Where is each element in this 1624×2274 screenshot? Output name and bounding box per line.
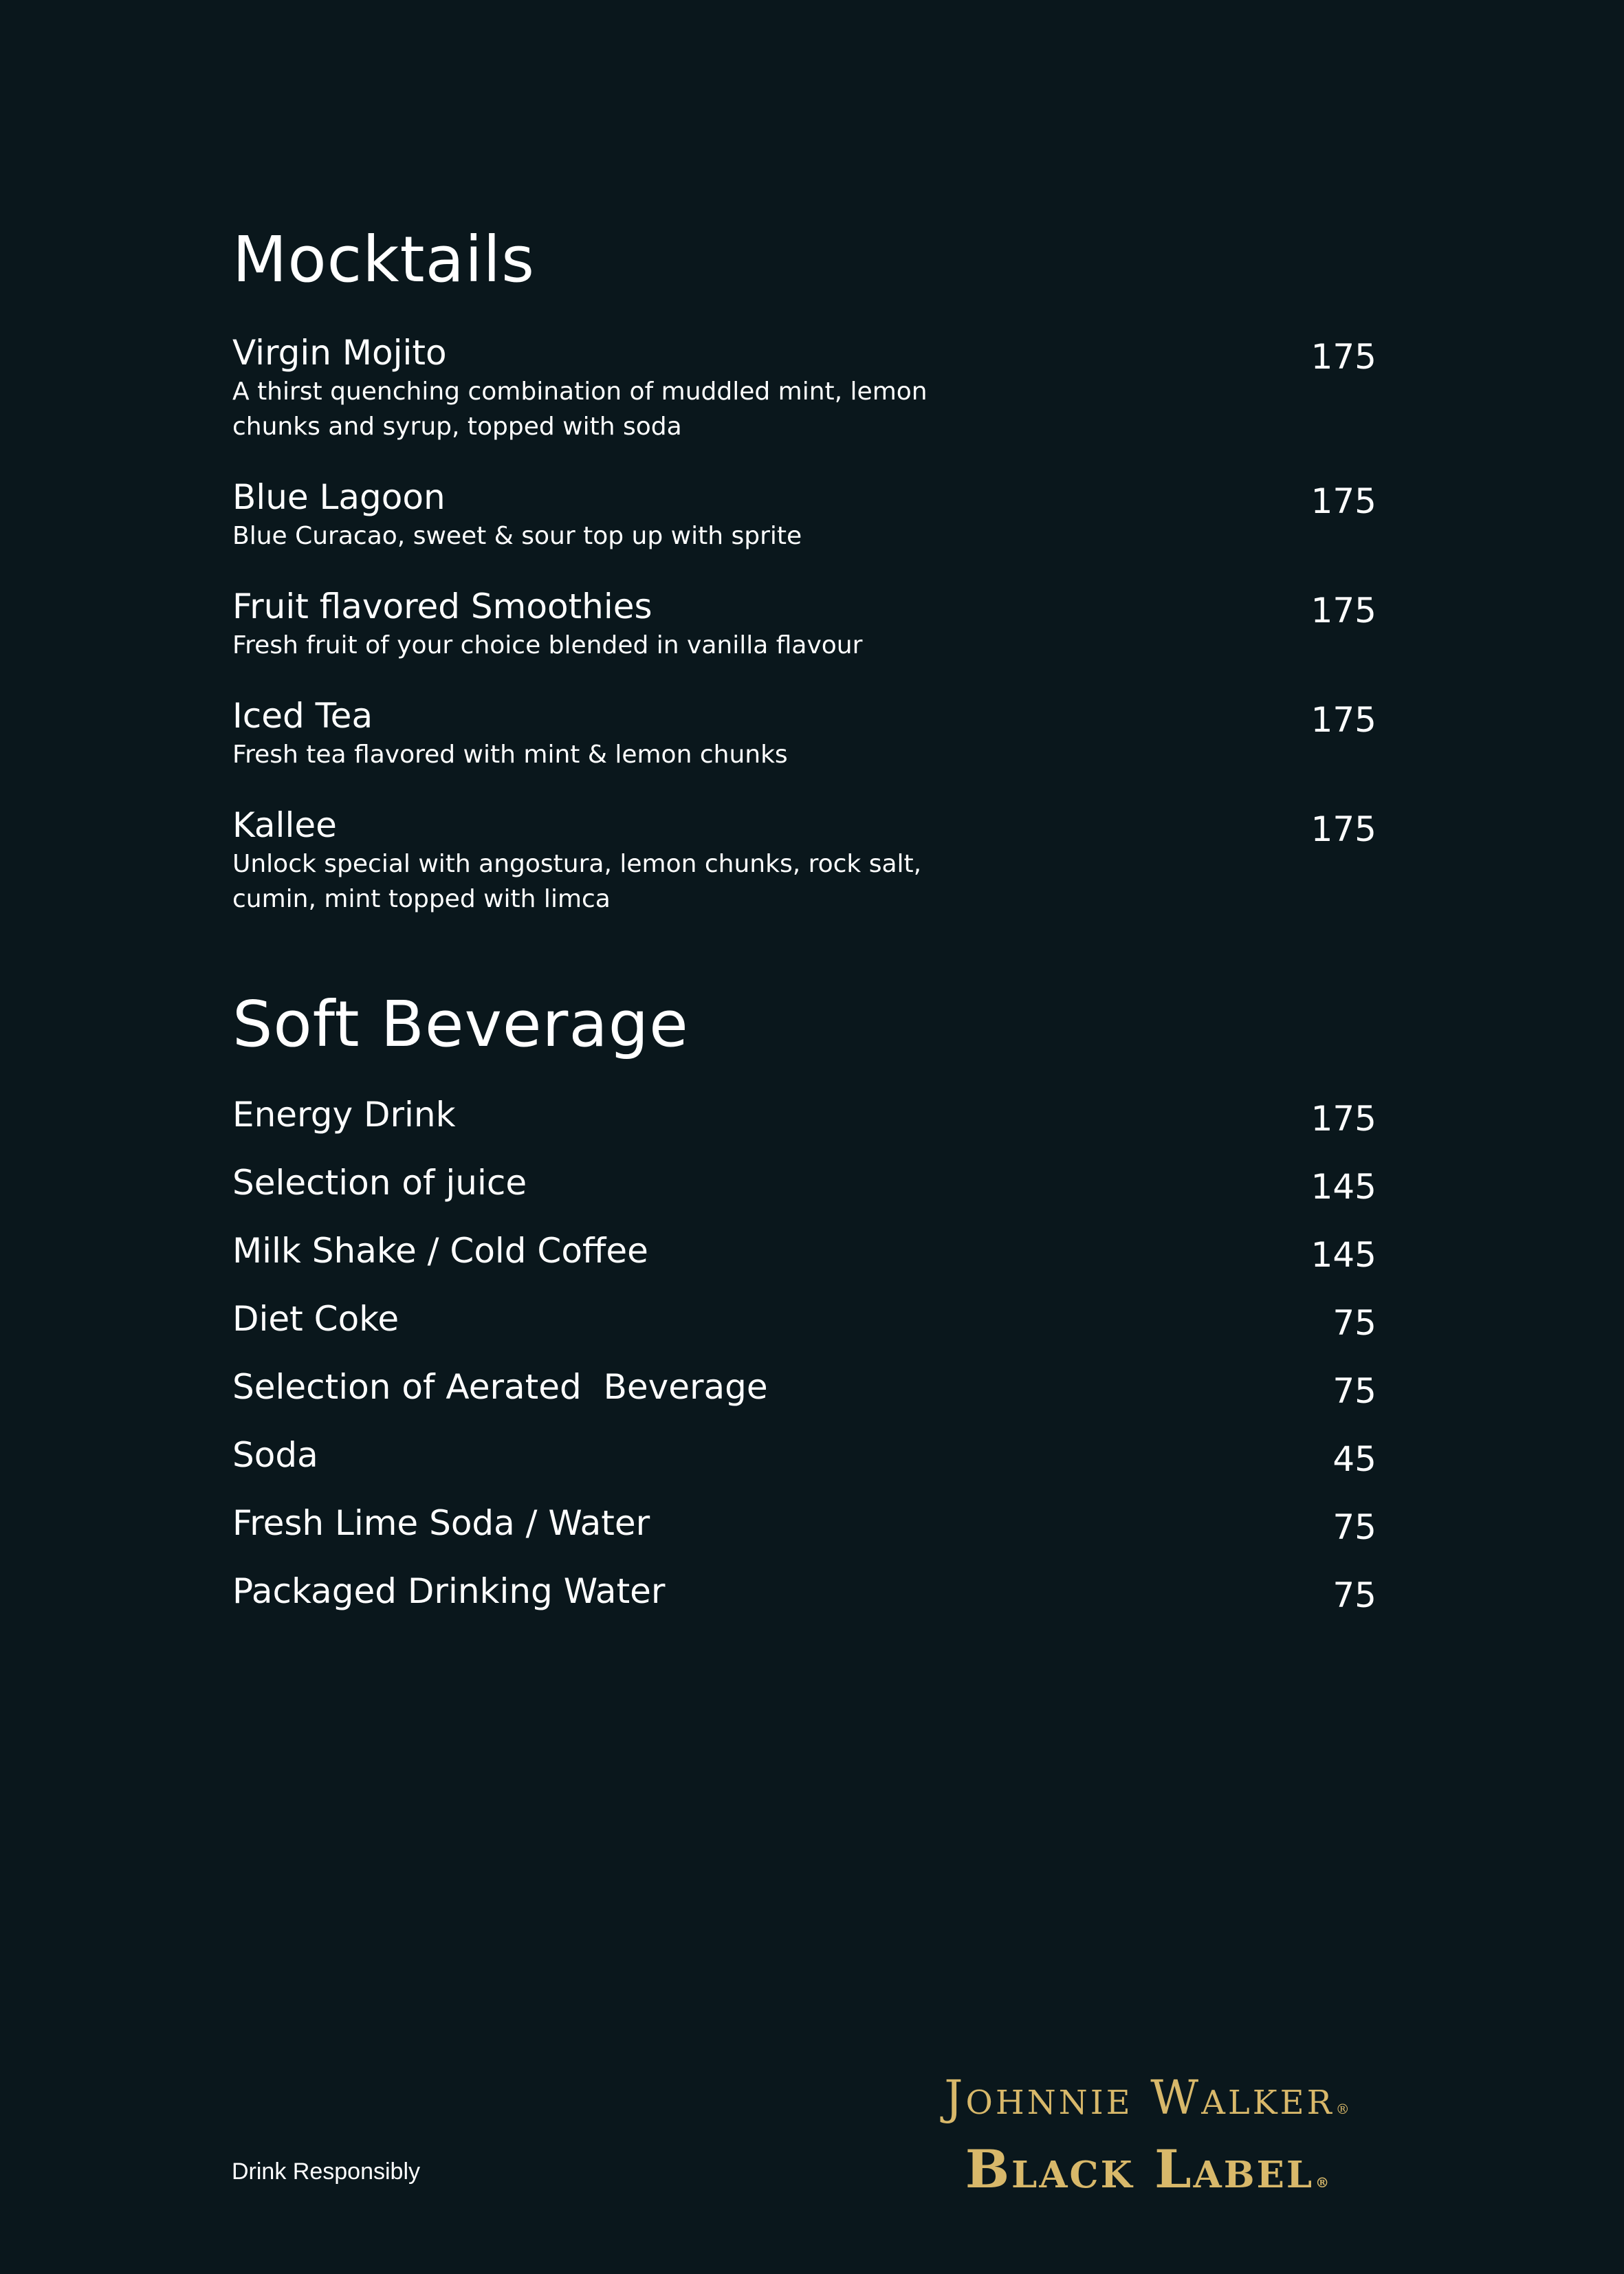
item-name: Energy Drink <box>232 1095 456 1135</box>
item-name: Iced Tea <box>232 696 373 736</box>
item-name: Soda <box>232 1435 318 1475</box>
item-price: 175 <box>1310 591 1376 631</box>
soft-beverage-section <box>232 983 1376 1639</box>
registered-mark: ® <box>1335 2101 1352 2117</box>
item-price: 175 <box>1310 1099 1376 1139</box>
item-price: 175 <box>1310 809 1376 849</box>
menu-item <box>232 1163 1376 1207</box>
menu-item <box>232 1095 1376 1139</box>
registered-mark: ® <box>1315 2174 1332 2191</box>
item-name: Blue Lagoon <box>232 477 446 517</box>
item-description: Unlock special with angostura, lemon chunks, rock salt, cumin, mint topped with limca <box>232 850 922 913</box>
menu-item <box>232 477 1376 554</box>
item-name: Fruit flavored Smoothies <box>232 587 652 626</box>
item-price: 75 <box>1332 1303 1376 1343</box>
item-price: 145 <box>1310 1167 1376 1207</box>
item-name: Fresh Lime Soda / Water <box>232 1503 650 1543</box>
item-name: Selection of Aerated Beverage <box>232 1367 768 1407</box>
menu-item <box>232 1231 1376 1275</box>
mocktails-title: Mocktails <box>232 223 536 296</box>
johnnie-walker-logo <box>894 2070 1403 2207</box>
menu-item <box>232 587 1376 663</box>
menu-item <box>232 1299 1376 1343</box>
item-name: Diet Coke <box>232 1299 399 1339</box>
item-name: Packaged Drinking Water <box>232 1571 666 1611</box>
mocktails-section <box>232 219 1376 950</box>
item-name: Selection of juice <box>232 1163 527 1203</box>
item-description: Fresh tea flavored with mint & lemon chunks <box>232 741 788 769</box>
item-description: A thirst quenching combination of muddled mint, lemon chunks and syrup, topped with soda <box>232 378 928 441</box>
item-price: 175 <box>1310 337 1376 377</box>
menu-item <box>232 1435 1376 1479</box>
menu-item <box>232 696 1376 772</box>
item-price: 145 <box>1310 1235 1376 1275</box>
item-name: Milk Shake / Cold Coffee <box>232 1231 648 1271</box>
item-price: 45 <box>1332 1439 1376 1479</box>
menu-item <box>232 1367 1376 1411</box>
item-price: 75 <box>1332 1507 1376 1547</box>
item-name: Virgin Mojito <box>232 333 447 373</box>
item-description: Blue Curacao, sweet & sour top up with sprite <box>232 522 802 550</box>
drink-responsibly-note: Drink Responsibly <box>232 2158 420 2185</box>
item-description: Fresh fruit of your choice blended in vanilla flavour <box>232 631 863 659</box>
brand-label-text: Black Label <box>965 2139 1315 2200</box>
brand-line-1 <box>894 2070 1403 2138</box>
item-price: 75 <box>1332 1371 1376 1411</box>
brand-name-text: Johnnie Walker <box>944 2071 1335 2125</box>
menu-item <box>232 1571 1376 1615</box>
soft-beverage-title: Soft Beverage <box>232 987 689 1061</box>
item-price: 75 <box>1332 1575 1376 1615</box>
menu-item <box>232 333 1376 444</box>
brand-line-2 <box>894 2138 1403 2214</box>
item-price: 175 <box>1310 700 1376 740</box>
menu-item <box>232 1503 1376 1547</box>
item-name: Kallee <box>232 805 337 845</box>
item-price: 175 <box>1310 481 1376 521</box>
menu-item <box>232 805 1376 917</box>
